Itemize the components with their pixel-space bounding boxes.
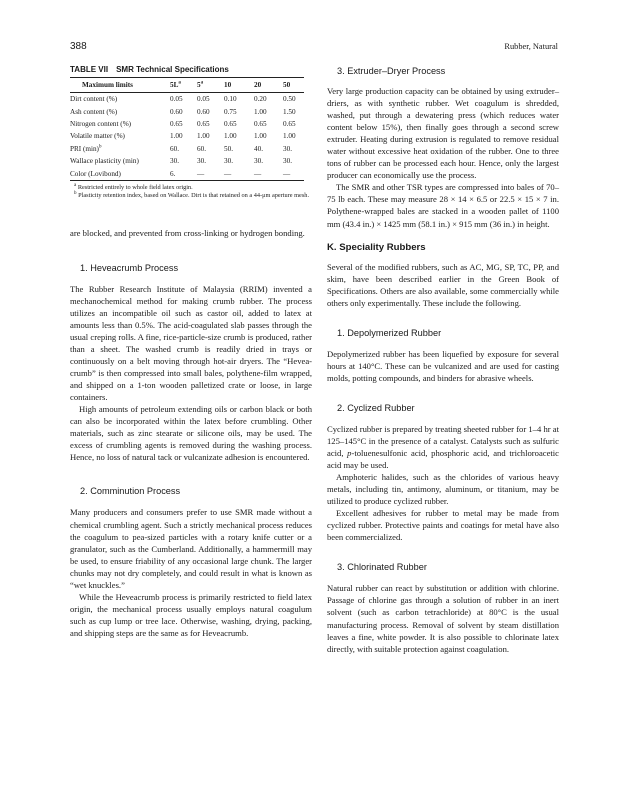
table-cell: 0.65 [224,119,237,128]
paragraph-comminution-2: While the Heveacrumb process is primarily restricted to field latex origin, the mechanical process usually employs natural coagulum such as cup lump or tree lace. Otherwise, washing, drying, packing, and shipping steps are the same as for Heveacrumb. [70,591,312,638]
table-cell: 30. [197,157,206,166]
page-number: 388 [70,41,87,52]
paragraph-cyclized-1: Cyclized rubber is prepared by treating sheeted rubber for 1–4 hr at 125–145°C in the presence of a catalyst. Catalysts such as sulfuric acid, p-toluenesulfonic acid, phosphoric acid, and trichloroacetic acid may be used. [327,423,559,471]
paragraph-depolymerized: Depolymerized rubber has been liquefied by exposure for several hours at 140°C. These can be vulcanized and are used for casting molds, potting compounds, and binders for abrasive wheels. [327,348,559,383]
table-cell: 0.05 [197,95,210,104]
heading-depolymerized: 1. Depolymerized Rubber [337,327,442,338]
table-cell: 0.65 [197,119,210,128]
smr-spec-table [70,77,304,181]
table-cell: 0.10 [224,95,237,104]
paragraph-cyclized-3: Excellent adhesives for rubber to metal may be made from cyclized rubber. Protective paints and coatings for metal have also been commercialized. [327,508,559,543]
table-row [70,130,304,142]
col-header-limits: Maximum limits [70,78,170,93]
paragraph-extruder-1: Very large production capacity can be obtained by using extruder–driers, as with synthetic rubber. Wet coagulum is shredded, washed, put through a dewatering press (which reduces water content below 15%), then finally goes through a second screw extruder. Heating during extrusion is regulated to remove residual water without excessive heat oxidation of the rubber. One to three tons of rubber can be processed each hour. Hence, only the largest producer can economically use the process. [327,86,559,181]
table-row [70,93,304,106]
table-cell: 1.50 [283,107,296,116]
heading-comminution: 2. Comminution Process [80,486,181,497]
paragraph-continued: are blocked, and prevented from cross-linking or hydrogen bonding. [70,227,305,238]
table-cell: 1.00 [283,132,296,141]
table-header-row [70,78,304,93]
col-header-5: 5$^a$ [197,78,224,93]
footnote-a: $^a$ Restricted entirely to whole field latex origin. [74,182,193,191]
paragraph-chlorinated: Natural rubber can react by substitution or addition with chlorine. Passage of chlorine gas through a solution of rubber in an inert solvent (such as carbon tetrachloride) at 80°C is the usual manufacturing process. Removal of solvent by steam distillation leaves a fine, white powder. It is also possible to chlorinate latex directly, with suitable protection against coagulation. [327,583,559,654]
table-cell: 40. [254,144,263,153]
row-label: Dirt content (%) [70,95,118,104]
table-cell: 30. [283,157,292,166]
running-title: Rubber, Natural [504,42,558,51]
table-cell: 0.60 [170,107,183,116]
table-cell: 60. [170,144,179,153]
row-label: Volatile matter (%) [70,132,125,141]
col-header-10: 10 [224,78,254,93]
table-cell: 1.00 [254,107,267,116]
table-cell: — [283,167,304,180]
table-row [70,155,304,167]
paragraph-heveacrumb-1: The Rubber Research Institute of Malaysia (RRIM) invented a mechanochemical method for making crumb rubber. The process utilizes an incompatible oil such as castor oil, added to latex at amounts less than 0.5%. The acid-coagulated slab passes through the usual creping rolls. A fine, rice-particle-size crumb is produced, rather than a sheet. The washed crumb is readily dried in trays or continuously on a belt moving through hot-air dryers. The “Hevea-crumb” is then compressed into small bales, polythene-film wrapped, and shipped on a 1-ton wooden palletized crate or loose, in large containers. [70,283,312,403]
table-caption [70,65,312,74]
table-cell: 60. [197,144,206,153]
row-label: Nitrogen content (%) [70,119,132,128]
table-cell: 30. [224,157,233,166]
table-cell: 0.65 [283,119,296,128]
table-row [70,143,304,155]
table-cell: 1.00 [254,132,267,141]
col-header-5l: $5L^a$ [170,78,197,93]
table-cell: 1.00 [224,132,237,141]
left-column [70,64,312,639]
table-cell: 0.75 [224,107,237,116]
col-header-50: 50 [283,78,304,93]
table-cell: 1.00 [170,132,183,141]
table-row [70,105,304,117]
heading-cyclized: 2. Cyclized Rubber [337,402,415,413]
row-label: Wallace plasticity (min) [70,157,139,166]
table-row [70,167,304,180]
table-cell: 0.65 [170,119,183,128]
heading-extruder-dryer: 3. Extruder–Dryer Process [337,66,446,76]
table-label: TABLE VII [70,65,109,74]
row-label: Ash content (%) [70,107,118,116]
col-header-20: 20 [254,78,283,93]
table-cell: — [197,167,224,180]
heading-heveacrumb: 1. Heveacrumb Process [80,262,179,273]
table-cell: — [224,167,254,180]
row-label: Color (Lovibond) [70,167,170,180]
table-cell: 0.20 [254,95,267,104]
footnote-b: $^b$ Plasticity retention index, based on Wallace. Dirt is that retained on a 44-μm aperture mesh. [74,190,310,199]
table-cell: 50. [224,144,233,153]
paragraph-extruder-2: The SMR and other TSR types are compressed into bales of 70–75 lb each. These may measure 28 × 14 × 6.5 or 22.5 × 15 × 7 in. Polythene-wrapped bales are stacked in a wooden pallet of 1100 mm (43.4 in.) × 1425 mm (58.1 in.) × 915 mm (36 in.) in height. [327,182,559,229]
table-cell: 6. [170,167,197,180]
table-cell: 30. [254,157,263,166]
table-footnotes [70,184,312,200]
paragraph-cyclized-2: Amphoteric halides, such as the chlorides of various heavy metals, including tin, antimony, aluminum, or titanium, may be utilized to produce cyclized rubber. [327,472,559,507]
table-cell: 0.50 [283,95,296,104]
paragraph-heveacrumb-2: High amounts of petroleum extending oils or carbon black or both can also be incorporated within the latex before crumbling. Other materials, such as zinc stearate or silicone oils, may be used. The excess of crumbling agents is removed during the washing process. Hence, no loss of natural tack or vulcanizate adhesion is encountered. [70,404,312,463]
table-title: SMR Technical Specifications [116,65,229,74]
row-label: PRI $(\min)^b$ [70,144,102,153]
table-cell: — [254,167,283,180]
paragraph-speciality: Several of the modified rubbers, such as AC, MG, SP, TC, PP, and skim, have been described earlier in the Green Book of Specifications. Others are also available, some commercially while others only experimentally. These include the following. [327,261,559,308]
table-cell: 30. [283,144,292,153]
heading-chlorinated: 3. Chlorinated Rubber [337,562,427,573]
table-row [70,118,304,130]
table-cell: 0.65 [254,119,267,128]
table-cell: 0.60 [197,107,210,116]
table-cell: 0.05 [170,95,183,104]
right-column [327,64,559,655]
table-cell: 1.00 [197,132,210,141]
table-cell: 30. [170,157,179,166]
heading-speciality-rubbers: K. Speciality Rubbers [327,241,426,253]
paragraph-comminution-1: Many producers and consumers prefer to use SMR made without a chemical crumbling agent. Such a strictly mechanical process reduces the coagulum to pea-sized particles with a rotary knife cutter or a granulator, such as the Cumberland. Additionally, a hammermill may be used, to ensure friability of any occasional large chunk. The larger chunks may not dry completely, and could result in what is known as “wet knuckles.” [70,507,312,590]
